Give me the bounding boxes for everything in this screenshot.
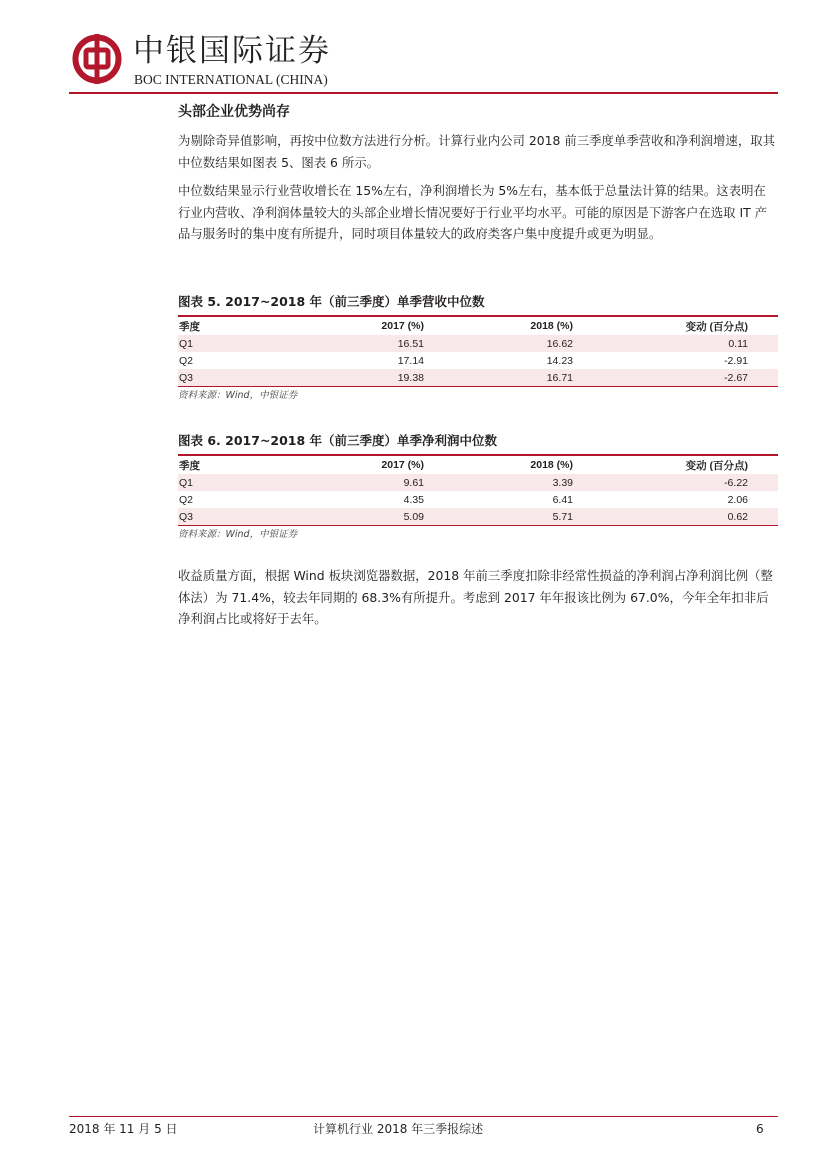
cell-2018: 3.39 <box>552 476 573 489</box>
cell-2017: 16.51 <box>397 337 424 350</box>
cell-change: 0.62 <box>727 510 748 523</box>
table-row <box>178 352 778 369</box>
page-number: 6 <box>756 1122 764 1136</box>
cell-2018: 5.71 <box>552 510 573 523</box>
figure6-source: 资料来源：Wind，中银证券 <box>178 529 298 540</box>
cell-change: -2.67 <box>724 371 748 384</box>
brand-name-cn: 中银国际证券 <box>133 33 331 69</box>
col-header-quarter: 季度 <box>179 320 200 333</box>
cell-quarter: Q1 <box>179 337 194 350</box>
table-header-row <box>178 456 778 474</box>
col-header-2018: 2018 (%) <box>530 320 573 332</box>
brand-name-en: BOC INTERNATIONAL (CHINA) <box>134 72 328 87</box>
col-header-change: 变动 (百分点) <box>685 320 748 333</box>
figure6-table <box>178 454 778 526</box>
table-row <box>178 491 778 508</box>
table-row <box>178 474 778 491</box>
cell-change: -6.22 <box>724 476 748 489</box>
header-divider <box>69 92 778 94</box>
figure5-source: 资料来源：Wind，中银证券 <box>178 390 298 401</box>
col-header-change: 变动 (百分点) <box>685 459 748 472</box>
figure6-title: 图表 6. 2017~2018 年（前三季度）单季净利润中位数 <box>178 433 498 448</box>
cell-quarter: Q3 <box>179 371 194 384</box>
cell-change: 2.06 <box>727 493 748 506</box>
table-row <box>178 369 778 386</box>
cell-2017: 9.61 <box>403 476 424 489</box>
cell-2017: 19.38 <box>397 371 424 384</box>
cell-2018: 16.71 <box>546 371 573 384</box>
footer-divider <box>69 1116 778 1117</box>
col-header-2017: 2017 (%) <box>381 459 424 471</box>
table-bottom-rule <box>178 386 778 387</box>
table-row <box>178 508 778 525</box>
cell-2018: 16.62 <box>546 337 573 350</box>
cell-change: 0.11 <box>728 337 748 350</box>
table-header-row <box>178 317 778 335</box>
cell-2018: 6.41 <box>552 493 573 506</box>
table-row <box>178 335 778 352</box>
cell-quarter: Q2 <box>179 354 194 367</box>
footer-report-title: 计算机行业 2018 年三季报综述 <box>313 1122 484 1136</box>
col-header-2017: 2017 (%) <box>381 320 424 332</box>
boc-logo-icon <box>72 34 122 84</box>
cell-quarter: Q3 <box>179 510 194 523</box>
cell-quarter: Q2 <box>179 493 194 506</box>
figure5-title: 图表 5. 2017~2018 年（前三季度）单季营收中位数 <box>178 294 485 309</box>
paragraph-method: 为剔除奇异值影响，再按中位数方法进行分析。计算行业内公司 2018 前三季度单季营收和净利润增速，取其中位数结果如图表 5、图表 6 所示。 <box>178 133 775 170</box>
section-title: 头部企业优势尚存 <box>178 104 290 120</box>
cell-2017: 4.35 <box>403 493 424 506</box>
col-header-2018: 2018 (%) <box>530 459 573 471</box>
col-header-quarter: 季度 <box>179 459 200 472</box>
paragraph-earnings-quality: 收益质量方面，根据 Wind 板块浏览器数据，2018 年前三季度扣除非经常性损益的净利润占净利润比例（整体法）为 71.4%，较去年同期的 68.3%有所提升。考虑到 2017 年年报该比例为 67.0%，今年全年扣非后净利润占比或将好于去年。 <box>178 568 773 626</box>
cell-change: -2.91 <box>724 354 748 367</box>
table-bottom-rule <box>178 525 778 526</box>
footer-date: 2018 年 11 月 5 日 <box>69 1122 178 1136</box>
figure5-table <box>178 315 778 387</box>
cell-quarter: Q1 <box>179 476 194 489</box>
cell-2017: 17.14 <box>397 354 424 367</box>
cell-2017: 5.09 <box>403 510 424 523</box>
paragraph-median-result: 中位数结果显示行业营收增长在 15%左右，净利润增长为 5%左右，基本低于总量法计算的结果。这表明在行业内营收、净利润体量较大的头部企业增长情况要好于行业平均水平。可能的原因是下游客户在选取 IT 产品与服务时的集中度有所提升，同时项目体量较大的政府类客户集中度提升或更为明显。 <box>178 183 768 241</box>
cell-2018: 14.23 <box>546 354 573 367</box>
